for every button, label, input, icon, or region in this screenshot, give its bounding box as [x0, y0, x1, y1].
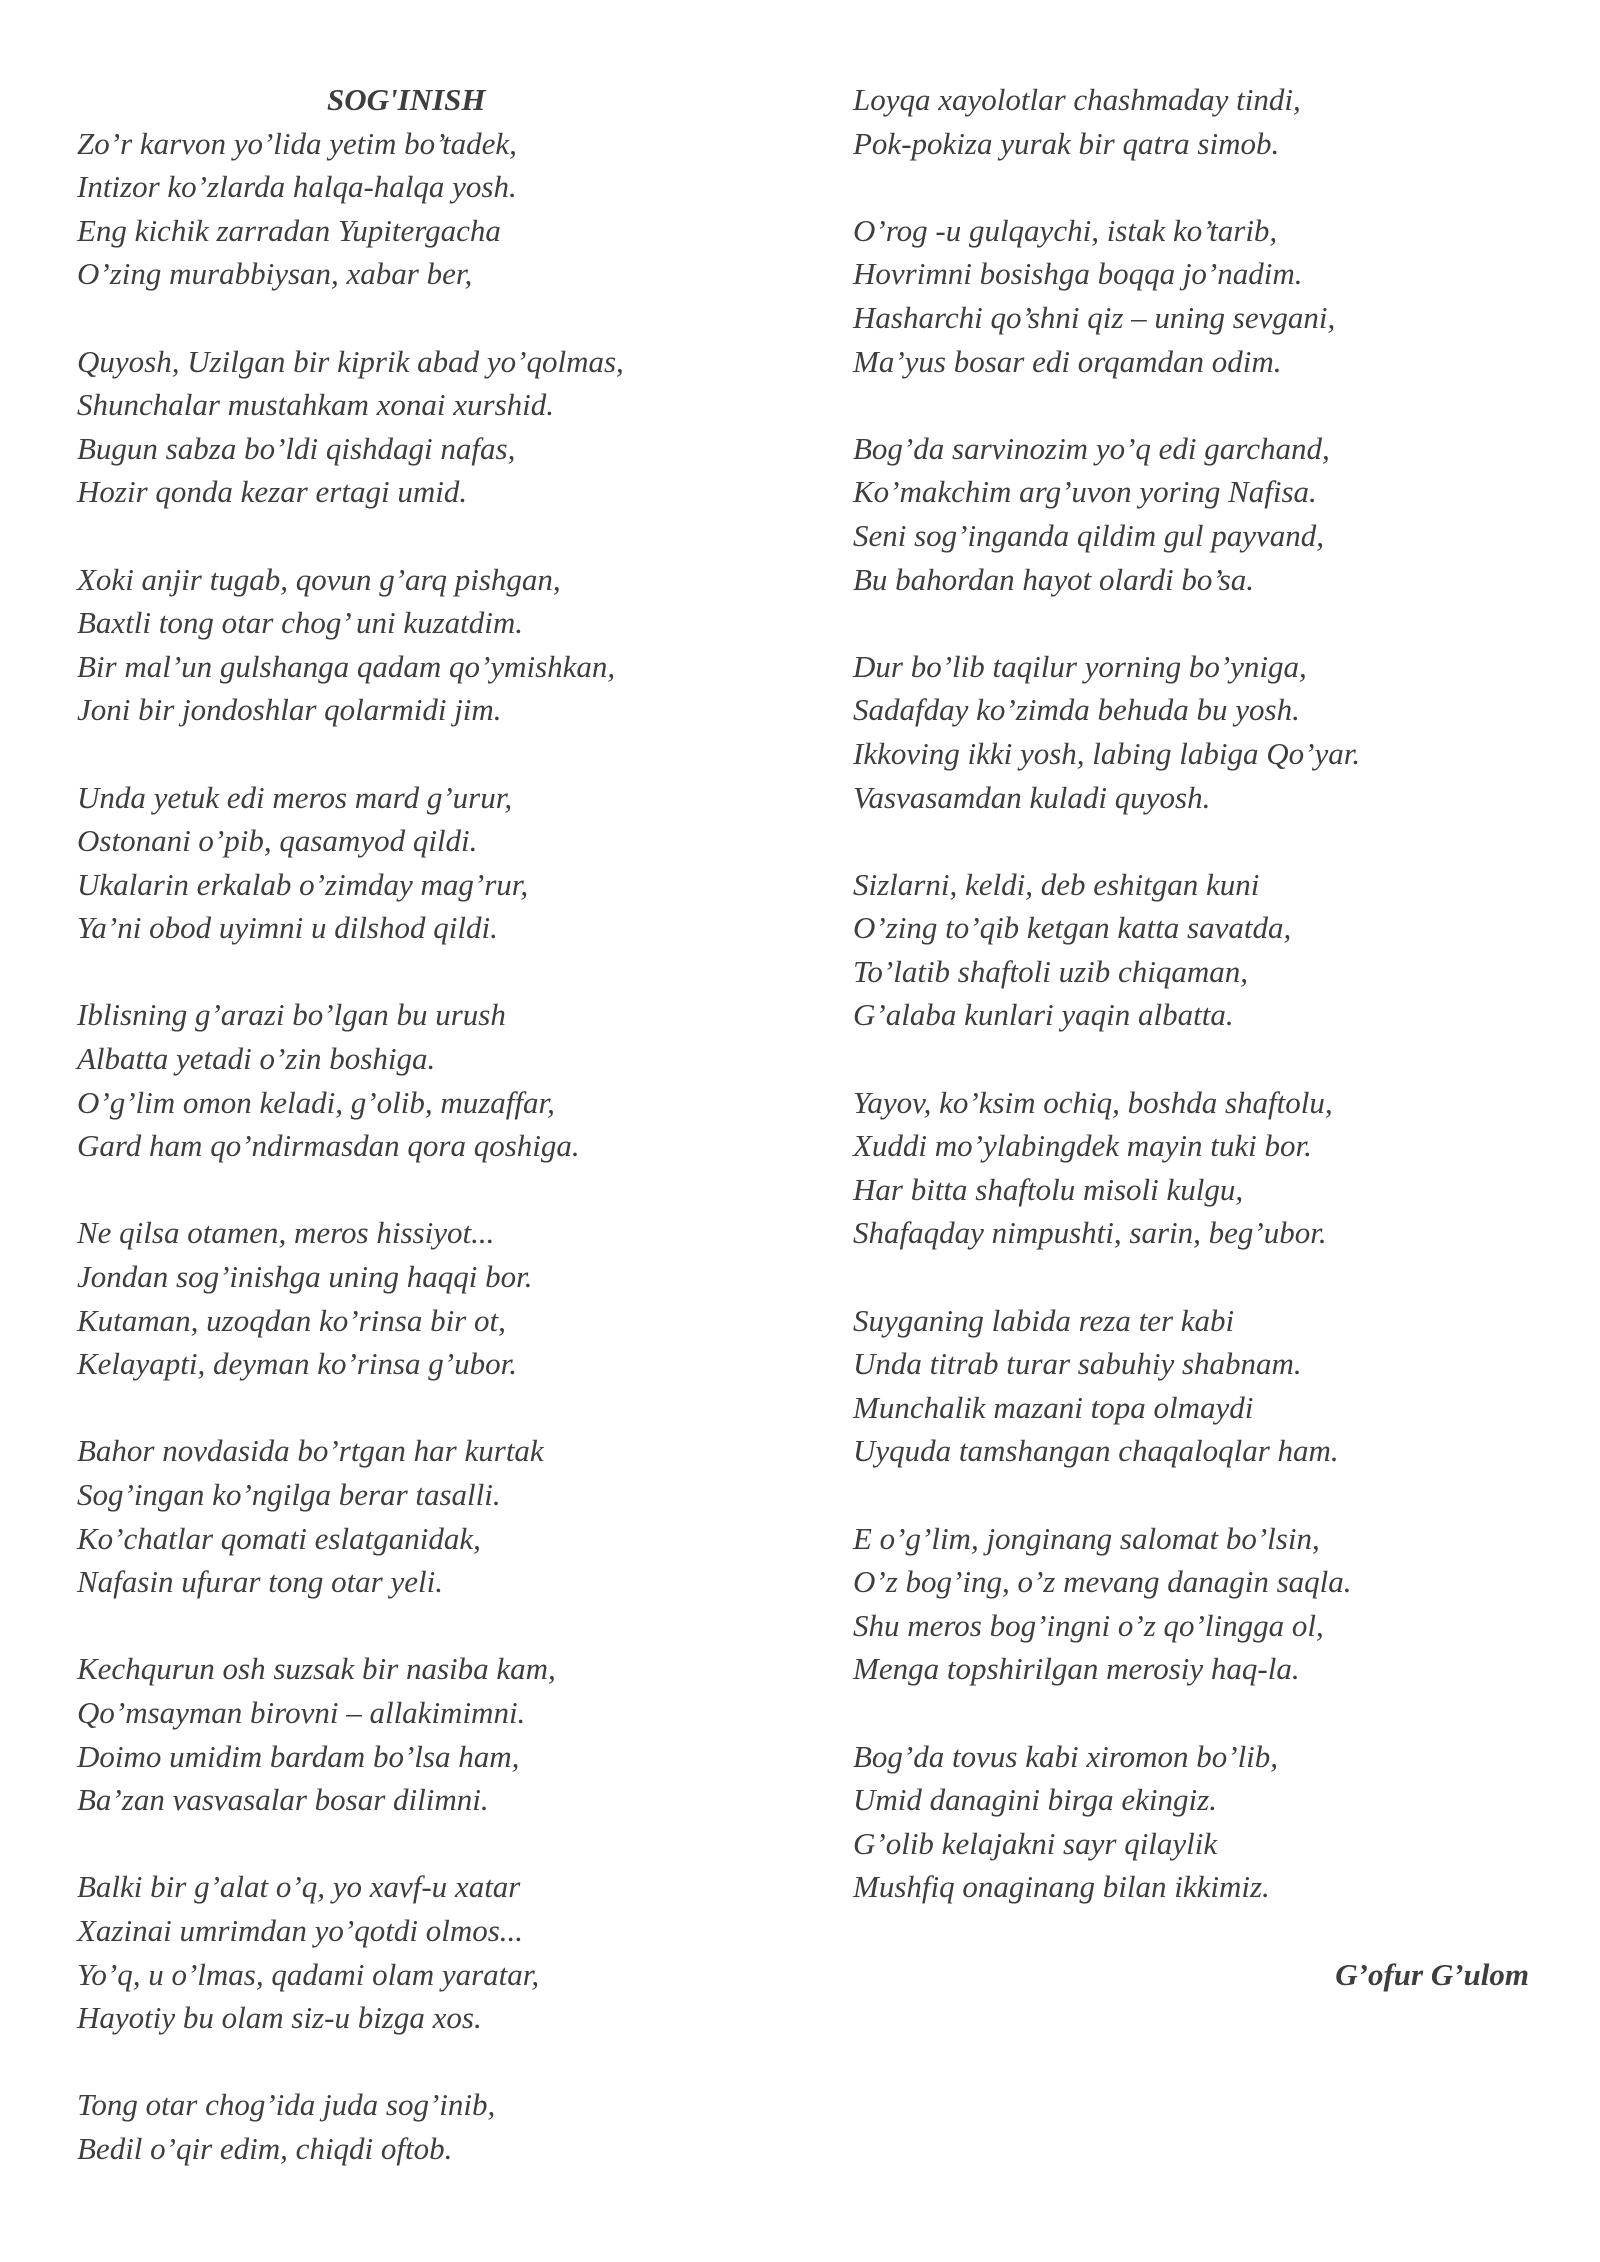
verse-line: Munchalik mazani topa olmaydi	[853, 1389, 1254, 1425]
stanza	[853, 78, 1533, 165]
stanza	[853, 645, 1533, 819]
verse-line: Ko’makchim arg’uvon yoring Nafisa.	[853, 474, 1317, 510]
verse-line: Sizlarni, keldi, deb eshitgan kuni	[853, 866, 1260, 902]
verse-line: Vasvasamdan kuladi quyosh.	[853, 779, 1211, 815]
verse-line: Iblisning g’arazi bo’lgan bu urush	[77, 997, 506, 1033]
verse-line: Quyosh, Uzilgan bir kiprik abad yo’qolmas,	[77, 343, 624, 379]
stanza	[77, 1865, 777, 2039]
verse-line: Eng kichik zarradan Yupitergacha	[77, 212, 501, 248]
verse-line: E o’g’lim, jonginang salomat bo’lsin,	[853, 1520, 1320, 1556]
verse-line: O’zing murabbiysan, xabar ber,	[77, 256, 473, 292]
poem-column-right	[853, 78, 1533, 1996]
verse-line: Xuddi mo’ylabingdek mayin tuki bor.	[853, 1128, 1312, 1164]
verse-line: Bog’da tovus kabi xiromon bo’lib,	[853, 1738, 1279, 1774]
verse-line: Bedil o’qir edim, chiqdi oftob.	[77, 2130, 453, 2166]
verse-line: Kelayapti, deyman ko’rinsa g’ubor.	[77, 1346, 517, 1382]
verse-line: Albatta yetadi o’zin boshiga.	[77, 1041, 436, 1077]
verse-line: Bir mal’un gulshanga qadam qo’ymishkan,	[77, 648, 616, 684]
stanza	[853, 1299, 1533, 1473]
poem-column-left	[77, 78, 777, 2214]
stanza	[77, 2083, 777, 2170]
verse-line: Ukalarin erkalab o’zimday mag’rur,	[77, 866, 529, 902]
verse-line: Jondan sog’inishga uning haqqi bor.	[77, 1259, 533, 1295]
verse-line: Bugun sabza bo’ldi qishdagi nafas,	[77, 430, 516, 466]
verse-line: Loyqa xayolotlar chashmaday tindi,	[853, 82, 1301, 117]
verse-line: Ikkoving ikki yosh, labing labiga Qo’yar.	[853, 735, 1361, 771]
verse-line: Unda yetuk edi meros mard g’urur,	[77, 779, 513, 815]
verse-line: Suyganing labida reza ter kabi	[853, 1302, 1235, 1338]
verse-line: O’z bog’ing, o’z mevang danagin saqla.	[853, 1564, 1352, 1600]
verse-line: To’latib shaftoli uzib chiqaman,	[853, 953, 1249, 989]
verse-line: Umid danagini birga ekingiz.	[853, 1782, 1217, 1818]
verse-line: Uyquda tamshangan chaqaloqlar ham.	[853, 1433, 1339, 1469]
verse-line: Kechqurun osh suzsak bir nasiba kam,	[77, 1651, 556, 1687]
verse-line: Har bitta shaftolu misoli kulgu,	[853, 1171, 1244, 1207]
verse-line: Ko’chatlar qomati eslatganidak,	[77, 1520, 481, 1556]
verse-line: Menga topshirilgan merosiy haq-la.	[853, 1651, 1300, 1687]
verse-line: Xoki anjir tugab, qovun g’arq pishgan,	[77, 561, 561, 597]
verse-line: Tong otar chog’ida juda sog’inib,	[77, 2087, 496, 2123]
poem-author: G’ofur G’ulom	[1335, 1956, 1529, 1992]
stanza	[77, 993, 777, 1167]
verse-line: Zo’r karvon yo’lida yetim bo’tadek,	[77, 125, 517, 161]
verse-line: Shu meros bog’ingni o’z qo’lingga ol,	[853, 1607, 1324, 1643]
verse-line: O’g’lim omon keladi, g’olib, muzaffar,	[77, 1084, 555, 1120]
verse-line: Bu bahordan hayot olardi bo’sa.	[853, 561, 1255, 597]
verse-line: Hovrimni bosishga boqqa jo’nadim.	[853, 256, 1303, 292]
verse-line: Hayotiy bu olam siz-u bizga xos.	[77, 2000, 482, 2036]
verse-line: Seni sog’inganda qildim gul payvand,	[853, 517, 1324, 553]
verse-line: Hozir qonda kezar ertagi umid.	[77, 474, 468, 510]
stanza	[853, 1735, 1533, 1909]
verse-line: Mushfiq onaginang bilan ikkimiz.	[853, 1869, 1270, 1905]
verse-line: G’alaba kunlari yaqin albatta.	[853, 997, 1234, 1033]
verse-line: Bahor novdasida bo’rtgan har kurtak	[77, 1433, 544, 1469]
stanza	[77, 122, 777, 296]
verse-line: Dur bo’lib taqilur yorning bo’yniga,	[853, 648, 1307, 684]
verse-line: O’zing to’qib ketgan katta savatda,	[853, 910, 1292, 946]
verse-line: Xazinai umrimdan yo’qotdi olmos...	[77, 1912, 524, 1948]
verse-line: Unda titrab turar sabuhiy shabnam.	[853, 1346, 1302, 1382]
verse-line: Ma’yus bosar edi orqamdan odim.	[853, 343, 1282, 379]
verse-line: Sog’ingan ko’ngilga berar tasalli.	[77, 1477, 501, 1512]
verse-line: Ostonani o’pib, qasamyod qildi.	[77, 823, 478, 859]
verse-line: Yayov, ko’ksim ochiq, boshda shaftolu,	[853, 1084, 1333, 1120]
verse-line: Hasharchi qo’shni qiz – uning sevgani,	[853, 299, 1336, 335]
verse-line: Qo’msayman birovni – allakimimni.	[77, 1694, 526, 1730]
verse-line: Doimo umidim bardam bo’lsa ham,	[77, 1738, 520, 1774]
verse-line: Pok-pokiza yurak bir qatra simob.	[853, 125, 1280, 161]
verse-line: Kutaman, uzoqdan ko’rinsa bir ot,	[77, 1302, 506, 1338]
stanza	[77, 1429, 777, 1603]
stanza	[853, 427, 1533, 601]
stanza	[853, 1081, 1533, 1255]
verse-line: Ya’ni obod uyimni u dilshod qildi.	[77, 910, 498, 946]
stanza	[77, 558, 777, 732]
verse-line: Sadafday ko’zimda behuda bu yosh.	[853, 692, 1300, 728]
verse-line: Balki bir g’alat o’q, yo xavf-u xatar	[77, 1869, 521, 1905]
verse-line: O’rog -u gulqaychi, istak ko’tarib,	[853, 212, 1278, 248]
verse-line: Joni bir jondoshlar qolarmidi jim.	[77, 692, 502, 728]
verse-line: Nafasin ufurar tong otar yeli.	[77, 1564, 443, 1600]
stanza	[77, 776, 777, 950]
stanza	[853, 1517, 1533, 1691]
stanza	[77, 1647, 777, 1821]
verse-line: Gard ham qo’ndirmasdan qora qoshiga.	[77, 1128, 580, 1164]
verse-line: Bog’da sarvinozim yo’q edi garchand,	[853, 430, 1330, 466]
stanza	[77, 1211, 777, 1385]
verse-line: G’olib kelajakni sayr qilaylik	[853, 1825, 1218, 1861]
verse-line: Shunchalar mustahkam xonai xurshid.	[77, 387, 555, 423]
verse-line: Yo’q, u o’lmas, qadami olam yaratar,	[77, 1956, 540, 1992]
stanza	[853, 863, 1533, 1037]
stanza	[853, 209, 1533, 383]
verse-line: Baxtli tong otar chog’ uni kuzatdim.	[77, 605, 524, 641]
stanza	[77, 340, 777, 514]
verse-line: Ne qilsa otamen, meros hissiyot...	[77, 1215, 495, 1251]
verse-line: Shafaqday nimpushti, sarin, beg’ubor.	[853, 1215, 1327, 1251]
poem-title: SOG'INISH	[327, 82, 486, 117]
verse-line: Ba’zan vasvasalar bosar dilimni.	[77, 1782, 489, 1818]
verse-line: Intizor ko’zlarda halqa-halqa yosh.	[77, 169, 517, 205]
